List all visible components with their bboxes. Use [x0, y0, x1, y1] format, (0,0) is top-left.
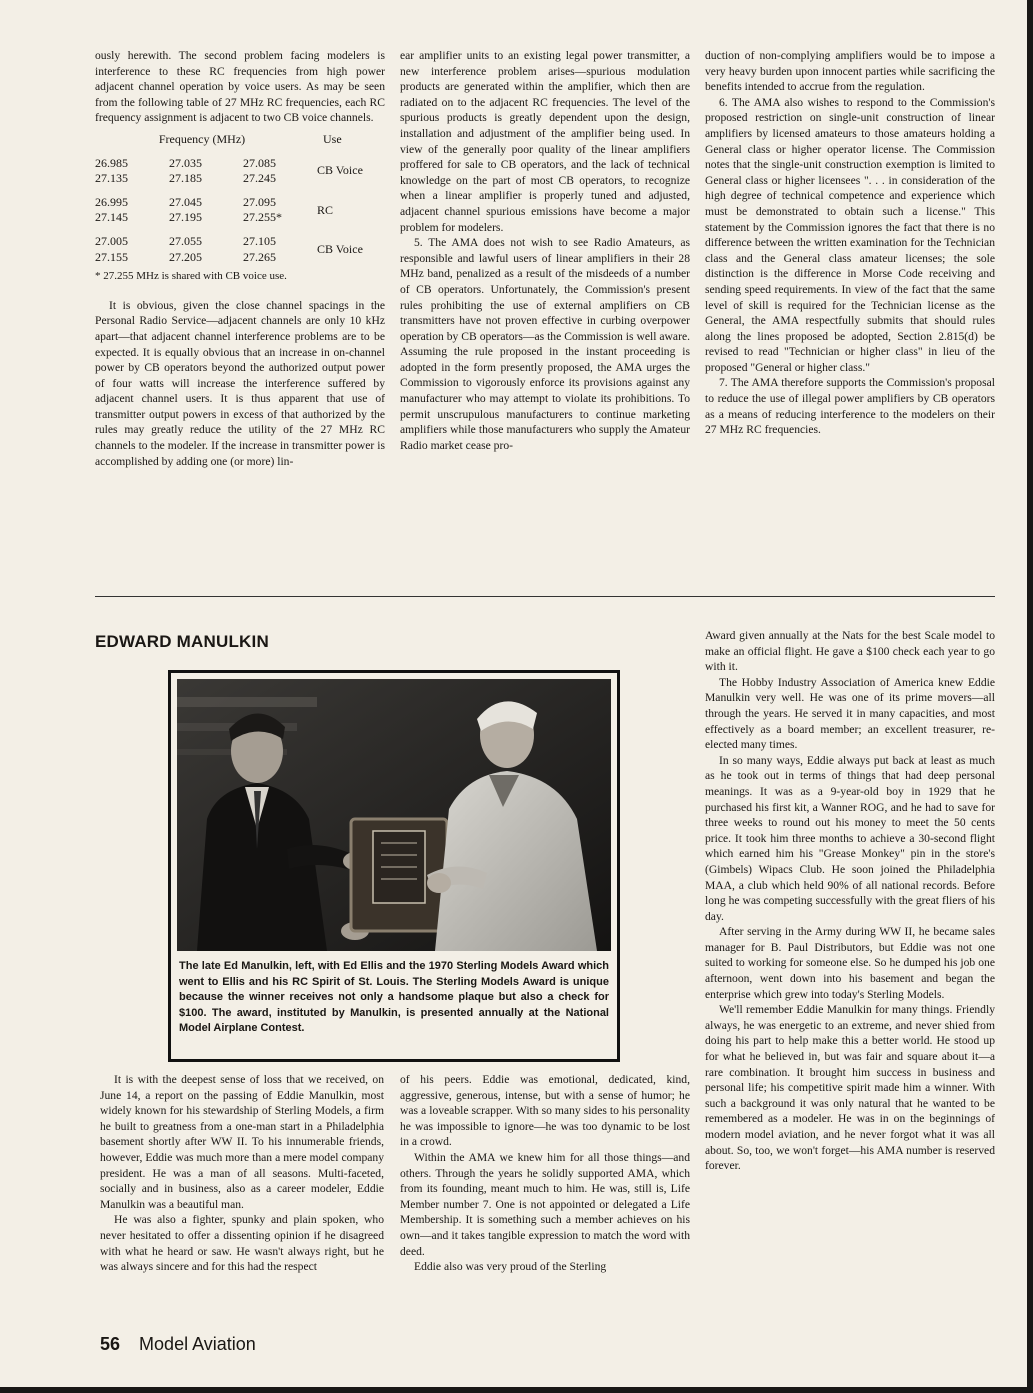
table-cell: 27.005 — [95, 233, 128, 248]
table-cell: 26.985 — [95, 155, 128, 170]
table-header-use: Use — [323, 131, 342, 146]
magazine-name: Model Aviation — [139, 1334, 256, 1354]
table-footnote: * 27.255 MHz is shared with CB voice use. — [95, 270, 287, 283]
table-cell: 27.085 — [243, 155, 276, 170]
paragraph: of his peers. Eddie was emotional, dedicated, kind, aggressive, generous, intense, but with a sense of humor; he was a loveable scrapper. With so many sides to his personality he was impossible to ignore—he was too dynamic to be lost in a crowd. — [400, 1073, 690, 1149]
table-cell: 27.135 — [95, 171, 128, 186]
page-footer — [100, 1334, 256, 1355]
paragraph: He was also a fighter, spunky and plain spoken, who never hesitated to offer a dissenting opinion if he disagreed with what he heard or saw. He wasn't always right, but he was always sincere and for this had the respect — [100, 1213, 384, 1274]
table-cell: 27.045 — [169, 194, 202, 209]
paragraph: The Hobby Industry Association of America knew Eddie Manulkin very well. He was one of its prime movers—all through the years. He served it in many capacities, and most effectively as a board member; an excellent treasurer, re-elected many times. — [705, 675, 995, 752]
table-cell: 27.245 — [243, 171, 276, 186]
table-cell-use: RC — [317, 202, 334, 217]
obituary-column-1 — [100, 1072, 384, 1275]
paragraph: ear amplifier units to an existing legal power transmitter, a new interference problem arises—spurious modulation products are generated within the amplifier, which then are radiated on to the adjacent RC frequencies. The level of the spurious products is greatly dependent upon the design, installation and adjustment of the amplifier being used. In view of the generally poor quality of the linear amplifiers proffered for sale to CB operators, and the lack of technical knowledge on the part of most CB operators, to recognize when a linear amplifier is properly tuned and adjusted, adjacent channel spurious emissions have become a major problem for modelers. — [400, 49, 690, 234]
paragraph: ously herewith. The second problem facing modelers is interference to these RC frequencies from high power adjacent channel operation by voice users. As may be seen from the following table of 27 MHz RC frequencies, each RC frequency assignment is adjacent to two CB voice channels. — [95, 49, 385, 125]
paragraph: We'll remember Eddie Manulkin for many things. Friendly always, he was energetic to an extreme, and never shied from doing his part to help make this a better world. He stood up for what he believed in, but was fair and square about it—a rare combination. It brought him success in business and personal life; his competitive spirit made him a winner. With such a background it was only natural that he wanted to be remembered as a modeler. He was in on the beginnings of modern model aviation, and he never forgot what it was all about. So, too, we won't forget—his AMA number is reserved forever. — [705, 1003, 995, 1173]
page-number: 56 — [100, 1334, 121, 1354]
obituary-column-2 — [400, 1072, 690, 1275]
paragraph: duction of non-complying amplifiers would be to impose a very heavy burden upon innocent parties while sacrificing the benefits intended to accrue from the regulation. — [705, 49, 995, 94]
award-photo — [177, 679, 611, 951]
frequency-table — [95, 132, 371, 265]
table-row — [95, 156, 371, 172]
photo-frame — [168, 670, 620, 1062]
paragraph: In so many ways, Eddie always put back at least as much as he took out in terms of things that had deep personal meanings. It was as a 9-year-old boy in 1929 that he purchased his first kit, a Wanner ROG, and he had to save for three weeks to round out his money to meet the 50 cents price. It took him three months to achieve a 30-second flight which earned him his "Grease Monkey" pin in the store's (Gimbels) Wipacs Club. He soon joined the Philadelphia MAA, a club which held 90% of all national records. Before long he was competing successfully with the great fliers of his day. — [705, 753, 995, 923]
table-cell: 27.145 — [95, 210, 128, 225]
paragraph: 6. The AMA also wishes to respond to the Commission's proposed restriction on single-unit construction of linear amplifiers by licensed amateurs to those amateurs holding a General class or higher operator license. The Commission notes that the single-unit construction exemption is limited to General class or higher licensees ". . . in consideration of the high degree of technical competence and experience which must be demonstrated to obtain such a license." This statement by the Commission ignores the fact that there is no difference between the written examination for the Technician class and the General class amateur licenses; the sole distinction is the difference in Morse Code receiving and sending speed requirements. In view of the fact that the same level of skill is required for the Technician license as the General, the AMA respectfully submits that should rules along the lines proposed be adopted, Section 2.815(d) be revised to read "Technician or higher class" in lieu of the proposed "General or higher class." — [705, 95, 995, 374]
paragraph: 7. The AMA therefore supports the Commission's proposal to reduce the use of illegal power amplifiers by CB operators as a means of reducing interference to the modelers on their 27 MHz RC frequencies. — [705, 376, 995, 437]
paragraph: 5. The AMA does not wish to see Radio Amateurs, as responsible and lawful users of linear amplifiers in their 28 MHz band, penalized as a result of the misdeeds of a number of CB operators. Unfortunately, the Commission's present rules prohibiting the use of external amplifiers on CB transmitters have not proven effective in curbing overpower operation by CB operators—as the Commission is well aware. Assuming the rule proposed in the instant proceeding is adopted in the form presently proposed, the AMA urges the Commission to vigorously enforce its provisions against any manufacturer who may attempt to violate its prohibitions. To permit unscrupulous manufacturers to continue marketing amplifiers while those manufacturers who supply the Amateur Radio market cease pro- — [400, 236, 690, 452]
paragraph: It is obvious, given the close channel spacings in the Personal Radio Service—adjacent channels are only 10 kHz apart—that adjacent channel interference problems are to be expected. It is equally obvious that an increase in on-channel power by CB operators beyond the authorized output power of four watts will increase the interference suffered by adjacent channel users. It is thus apparent that use of transmitter output powers in excess of that authorized by the rules may greatly reduce the utility of the 27 MHz RC channels to the modeler. If the increase in transmitter power is accomplished by adding one (or more) lin- — [95, 298, 385, 468]
table-row — [95, 187, 371, 211]
article-column-2 — [400, 48, 690, 453]
table-row — [95, 226, 371, 250]
paragraph: It is with the deepest sense of loss that we received, on June 14, a report on the passing of Eddie Manulkin, most widely known for his stewardship of Sterling Models, a firm he built to greatness from a one-man start in a Philadelphia basement shortly after WW II. To his innumerable friends, however, Eddie was much more than a mere model company president. He was a man of all seasons. Multi-faceted, socially and in business, also as a career modeler, Eddie Manulkin was a beautiful man. — [100, 1073, 384, 1211]
photo-caption: The late Ed Manulkin, left, with Ed Ellis and the 1970 Sterling Models Award which went to Ellis and his RC Spirit of St. Louis. The Sterling Models Award is unique because the winner receives not only a handsome plaque but also a check for $100. The award, instituted by Manulkin, is presented annually at the National Model Airplane Contest. — [179, 960, 609, 1035]
table-cell-use: CB Voice — [317, 163, 363, 178]
table-cell: 27.055 — [169, 233, 202, 248]
paragraph: After serving in the Army during WW II, he became sales manager for B. Paul Distributors, but Eddie was not one suited to working for someone else. So he dumped his job one afternoon, went down into his basement and began the enterprise which grew into today's Sterling Models. — [705, 925, 995, 1001]
table-cell: 27.195 — [169, 210, 202, 225]
table-cell: 27.035 — [169, 155, 202, 170]
table-cell: 26.995 — [95, 194, 128, 209]
table-cell: 27.095 — [243, 194, 276, 209]
obituary-heading: EDWARD MANULKIN — [95, 632, 269, 651]
paragraph: Award given annually at the Nats for the best Scale model to make an official flight. He gave a $100 check each year to go with it. — [705, 629, 995, 674]
obituary-column-3 — [705, 628, 995, 1174]
table-cell: 27.265 — [243, 249, 276, 264]
article-column-1 — [95, 48, 385, 469]
paragraph: Eddie also was very proud of the Sterling — [414, 1260, 607, 1274]
section-divider — [95, 596, 995, 597]
table-cell: 27.205 — [169, 249, 202, 264]
table-cell: 27.255* — [243, 210, 282, 225]
table-cell-use: CB Voice — [317, 241, 363, 256]
table-header-frequency: Frequency (MHz) — [158, 131, 246, 146]
table-cell: 27.185 — [169, 171, 202, 186]
table-cell: 27.105 — [243, 233, 276, 248]
table-cell: 27.155 — [95, 249, 128, 264]
paragraph: Within the AMA we knew him for all those things—and others. Through the years he solidly supported AMA, which from its founding, meant much to him. He was, still is, Life Member number 7. One is not appointed or delegated a Life Membership. It is something such a member achieves on his own—and it takes tangible expression to match the word with deed. — [400, 1150, 690, 1258]
article-column-3 — [705, 48, 995, 438]
